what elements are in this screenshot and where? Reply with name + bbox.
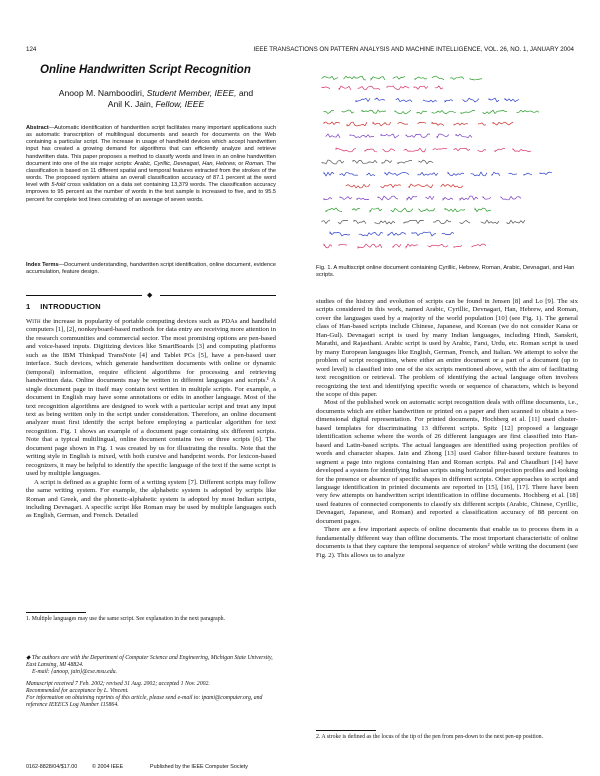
handwritten-word <box>375 98 385 100</box>
handwritten-word <box>483 110 507 114</box>
handwritten-word <box>478 123 486 125</box>
abstract-kfold: 5-fold <box>51 182 66 189</box>
handwritten-word <box>471 172 487 176</box>
handwritten-word <box>432 111 456 114</box>
handwritten-word <box>409 184 433 188</box>
handwritten-word <box>418 122 426 124</box>
section-separator <box>26 292 276 298</box>
separator-line-left <box>26 295 142 296</box>
right-column <box>316 298 578 560</box>
section-title: INTRODUCTION <box>40 302 101 311</box>
affiliation-block <box>26 655 276 709</box>
figure-1 <box>316 64 578 260</box>
author-role-1: Student Member, IEEE, <box>146 88 237 98</box>
handwritten-word <box>513 149 531 152</box>
handwritten-word <box>383 149 395 152</box>
handwritten-word <box>432 76 444 80</box>
copyright: © 2004 IEEE <box>92 764 124 770</box>
paragraph-text: the increase in popularity of portable computing devices such as PDAs and handheld computers [1], [2], nonkeyboard-based methods for data entry are receiving more attention in the research communities and commercial sector. The most promising options are pen-based and voice-based inputs. Digitizing devices like SmartBoards [3] and computing platforms such as the IBM Thinkpad TransNote [4] and Tablet PCs [5], have a pen-based user interface. Such devices, which generate handwritten documents with online or dynamic (temporal) information, require efficient algorithms for processing and retrieving handwritten data. Online documents may be written in different languages and scripts.¹ A single document page in itself may contain text written in multiple scripts. For example, a document in English may have some annotations or edits in another language. Most of the text recognition algorithms are designed to work with a particular script and treat any input text as being written only in the script under consideration. Therefore, an online document analyzer must first identify the script before employing a particular algorithm for text recognition. Fig. 1 shows an example of a document page containing six different scripts. Note that a typical multilingual, online document contains two or three scripts [6]. The document page shown in Fig. 1 was created by us for illustrating the results. Note that the writing style in English is mixed, with both cursive and handprint words. For lexicon-based recognizers, it may be helpful to identify the specific language of the text if the same script is used by multiple languages. <box>26 318 276 478</box>
handwritten-word <box>358 86 380 90</box>
handwritten-word <box>322 76 338 79</box>
handwritten-word <box>478 150 486 152</box>
footnote-1 <box>26 616 276 623</box>
abstract-label: Abstract <box>26 125 49 131</box>
handwritten-word <box>419 208 435 211</box>
handwritten-word <box>461 110 475 113</box>
figure-caption: Fig. 1. A multiscript online document containing Cyrillic, Hebrew, Roman, Arabic, Devnagari, and Han scripts. <box>316 265 575 279</box>
handwritten-word <box>540 172 552 174</box>
handwritten-word <box>346 184 370 188</box>
handwritten-word <box>456 134 472 138</box>
handwritten-word <box>324 110 334 113</box>
handwritten-word <box>324 244 332 248</box>
handwritten-word <box>407 196 417 200</box>
drop-lead: With <box>26 318 41 325</box>
page-number: 124 <box>26 46 37 53</box>
recommended-line: Recommended for acceptance by L. Vincent. <box>26 687 129 694</box>
author-name-2: Anil K. Jain, <box>107 99 154 109</box>
handwritten-word <box>365 149 377 152</box>
abstract-text-d: cross validation on a data set containing 13,379 words. The classification accuracy improves to 95 percent as the number of words in the test sample is increased to five, and to 95.5 percent for complete text lines consisting of an average of seven words. <box>26 182 276 203</box>
email-line: E-mail: {anoop, jain}@cse.msu.edu. <box>32 669 117 676</box>
abstract-scripts: Arabic, Cyrillic, Devnagari, Han, Hebrew, <box>134 160 237 167</box>
handwritten-word <box>339 245 347 246</box>
section-heading <box>26 302 101 311</box>
handwritten-word <box>437 134 449 138</box>
handwritten-word <box>460 196 478 200</box>
author-name-1: Anoop M. Namboodiri, <box>58 88 145 98</box>
handwritten-word <box>359 232 383 236</box>
handwritten-word <box>358 244 382 248</box>
abstract-scripts-2: Roman. <box>245 160 265 167</box>
paper-title: Online Handwritten Script Recognition <box>40 64 251 76</box>
handwritten-word <box>414 86 428 89</box>
handwritten-word <box>353 160 377 163</box>
handwritten-word <box>472 244 486 247</box>
handwritten-word <box>406 134 430 138</box>
handwritten-word <box>324 198 332 200</box>
handwritten-word <box>340 173 358 176</box>
paragraph-text: A script is defined as a graphic form of a writing system [7]. Different scripts may follow the same writing system. For example, the alphabetic system is adopted by scripts like Roman and Greek, and the phonetic-alphabetic system is adopted by most Indian scripts, including Devnagari. A specific script like Roman may be used by multiple languages such as English, German, and French. Detailed <box>26 478 276 520</box>
section-number: 1 <box>26 302 31 311</box>
handwritten-word <box>463 98 479 102</box>
handwritten-document-image <box>316 64 578 260</box>
handwritten-word <box>524 173 532 175</box>
handwritten-word <box>398 122 408 124</box>
handwritten-word <box>395 110 411 114</box>
abstract-text-c: The classification is based on 11 different spatial and temporal features extracted from the strokes of the words. The proposed system attains an overall classification accuracy of 87.1 percent at the word level with <box>26 160 276 189</box>
handwritten-word <box>367 173 375 176</box>
handwritten-word <box>347 122 367 126</box>
handwritten-word <box>419 160 433 164</box>
author-line-1 <box>36 88 276 99</box>
handwritten-word <box>415 77 427 80</box>
handwritten-word <box>362 110 386 113</box>
handwritten-word <box>443 198 453 200</box>
handwritten-word <box>454 123 468 125</box>
handwritten-word <box>354 220 366 224</box>
handwritten-word <box>387 86 409 89</box>
handwritten-word <box>417 111 427 114</box>
handwritten-word <box>426 196 434 199</box>
handwritten-word <box>385 172 409 175</box>
handwritten-word <box>428 244 448 247</box>
handwritten-word <box>342 110 354 113</box>
handwritten-word <box>356 98 370 101</box>
handwritten-word <box>398 161 412 164</box>
abstract-text-b: or <box>238 160 244 167</box>
handwritten-word <box>378 196 398 200</box>
handwritten-word <box>517 110 539 112</box>
author-role-2: Fellow, IEEE <box>155 99 205 109</box>
handwritten-word <box>454 245 462 247</box>
handwritten-word <box>381 184 401 187</box>
publisher: Published by the IEEE Computer Society <box>150 764 248 770</box>
footnote-2 <box>316 734 578 741</box>
paragraph: There are a few important aspects of online documents that enable us to process them in a fundamentally different way than offline documents. The most important characteristic of online documents is that they capture the temporal sequence of strokes² while writing the document (see Fig. 2). This allows us to analyze <box>316 526 578 559</box>
handwritten-word <box>445 100 453 102</box>
handwritten-word <box>433 149 447 150</box>
handwritten-word <box>339 86 351 90</box>
handwritten-word <box>350 135 374 138</box>
handwritten-word <box>412 232 436 236</box>
journal-header: IEEE TRANSACTIONS ON PATTERN ANALYSIS AND MACHINE INTELLIGENCE, VOL. 26, NO. 1, JANUARY 2004 <box>253 46 574 53</box>
handwritten-word <box>492 172 500 176</box>
handwritten-word <box>505 99 519 102</box>
handwritten-word <box>388 232 406 235</box>
abstract <box>26 125 276 204</box>
handwritten-word <box>322 220 330 223</box>
handwritten-word <box>418 173 438 176</box>
affiliation-line: ◆ The authors are with the Department of Computer Science and Engineering, Michigan State University, East Lansing, MI 48824. <box>26 655 273 669</box>
handwritten-word <box>475 208 491 212</box>
handwritten-word <box>396 99 412 102</box>
handwritten-word <box>460 220 470 223</box>
author-block <box>36 88 276 110</box>
handwritten-word <box>406 244 418 248</box>
handwritten-word <box>324 172 334 176</box>
index-terms-text: —Document understanding, handwritten script identification, online document, evidence accumulation, feature design. <box>26 262 276 276</box>
handwritten-word <box>322 160 344 164</box>
footnote-2-text: 2. A stroke is defined as the locus of the tip of the pen from pen-down to the next pen-up position. <box>316 734 544 740</box>
handwritten-word <box>435 86 443 89</box>
abstract-text-a: —Automatic identification of handwritten script facilitates many important applications such as automatic transcription of multilingual documents and search for documents on the Web containing a particular script. The increase in usage of handheld devices which accept handwritten input has created a growing demand for algorithms that can efficiently analyze and retrieve handwritten data. This paper proposes a method to classify words and lines in an online handwritten document into one of the six major scripts: <box>26 125 276 167</box>
paragraph: studies of the history and evolution of scripts can be found in Jensen [8] and Lo [9]. The six scripts considered in this work, named Arabic, Cyrillic, Devnagari, Han, Hebrew, and Roman, cover the languages used by a majority of the world population [10] (see Fig. 1). The general class of Han-based scripts include Chinese, Japanese, and Korean (we do not consider Kana or Han-Gul). Devnagari script is used by many Indian languages, including Hindi, Sanskrit, Marathi, and Rajasthani. Arabic script is used by Arabic, Farsi, Urdu, etc. Roman script is used by many European languages like English, German, French, and Italian. We attempt to solve the problem of script recognition, where either an entire document or a part of a document (up to word level) is classified into one of the six scripts mentioned above, with the aim of facilitating text recognition or retrieval. The problem of identifying the actual language often involves recognizing the text and identifying specific words or sequence of characters, which is beyond the scope of this paper. <box>316 298 578 398</box>
handwritten-word <box>326 208 342 212</box>
handwritten-word <box>493 122 513 125</box>
handwritten-word <box>489 98 499 102</box>
paragraph <box>26 479 276 521</box>
issn: 0162-8828/04/$17.00 <box>26 764 78 770</box>
left-column <box>26 318 276 521</box>
index-terms-label: Index Terms <box>26 262 59 268</box>
handwritten-word <box>454 148 470 150</box>
handwritten-word <box>507 220 525 224</box>
index-terms <box>26 262 276 276</box>
manuscript-line: Manuscript received 7 Feb. 2002; revised 31 Aug. 2002; accepted 1 Nov. 2002. <box>26 680 210 687</box>
handwritten-word <box>445 209 465 212</box>
handwritten-word <box>432 122 444 125</box>
footnote-rule <box>316 730 376 731</box>
handwritten-word <box>495 148 505 151</box>
handwritten-word <box>442 232 454 234</box>
handwritten-word <box>326 134 340 138</box>
footnote-rule <box>26 612 86 613</box>
handwritten-word <box>483 197 491 199</box>
handwritten-word <box>423 100 437 102</box>
author-line-2 <box>36 99 276 110</box>
diamond-icon: ◆ <box>147 291 153 299</box>
handwritten-word <box>371 77 385 80</box>
handwritten-word <box>441 184 463 188</box>
affiliation-text: The authors are with the Department of Computer Science and Engineering, Michigan State University, East Lansing, MI 48824. <box>26 655 273 669</box>
running-head <box>26 46 574 56</box>
author-and: and <box>238 88 254 98</box>
separator-line-right <box>160 295 276 296</box>
handwritten-word <box>338 220 348 224</box>
handwritten-word <box>357 198 369 200</box>
handwritten-word <box>336 148 356 152</box>
handwritten-word <box>344 76 366 80</box>
paragraph: Most of the published work on automatic script recognition deals with offline documents, i.e., documents which are either handwritten or printed on a paper and then scanned to obtain a two-dimensional digital representation. For printed documents, Hochberg et al. [11] used cluster-based templates for discriminating 13 different scripts. Spitz [12] proposed a language identification scheme where the words of 26 different languages are first classified into Han-based and Latin-based scripts. The actual languages are identified using projection profiles of words and character shapes. Jain and Zhong [13] used Gabor filter-based texture features to segment a page into regions containing Han and Roman scripts. Pal and Chaudhuri [14] have developed a system for identifying Indian scripts using horizontal projection profiles and looking for the presence or absence of specific shapes in different scripts. Other approaches to script and language identification in printed documents are reported in [15], [16], [17]. There have been very few attempts on handwritten script identification in offline documents. Hochberg et al. [18] used features of connected components to classify six different scripts (Arabic, Chinese, Cyrillic, Devnagari, Japanese, and Roman) and reported a classification accuracy of 88 percent on document pages. <box>316 399 578 525</box>
handwritten-word <box>509 173 517 174</box>
reprints-line: For information on obtaining reprints of this article, please send e-mail to: tpami@computer.org, and reference IEEECS Log Number 115864. <box>26 695 263 709</box>
handwritten-word <box>481 220 499 224</box>
handwritten-word <box>393 76 405 79</box>
handwritten-word <box>340 197 352 200</box>
handwritten-word <box>381 134 399 138</box>
handwritten-word <box>393 244 401 247</box>
handwritten-word <box>373 122 391 126</box>
handwritten-word <box>324 122 340 125</box>
handwritten-word <box>391 208 413 212</box>
handwritten-word <box>501 196 521 199</box>
handwritten-word <box>404 220 424 223</box>
handwritten-word <box>375 221 395 224</box>
footnote-1-text: 1. Multiple languages may use the same script. See explanation in the next paragraph. <box>26 616 225 622</box>
handwritten-word <box>330 232 350 236</box>
paragraph <box>26 318 276 479</box>
handwritten-word <box>352 208 360 210</box>
handwritten-word <box>322 87 330 89</box>
handwritten-word <box>404 148 426 152</box>
handwritten-word <box>370 208 382 212</box>
handwritten-word <box>433 220 451 224</box>
handwritten-word <box>448 172 464 175</box>
handwritten-word <box>450 77 464 80</box>
handwritten-word <box>382 160 392 163</box>
handwritten-word <box>470 78 482 80</box>
